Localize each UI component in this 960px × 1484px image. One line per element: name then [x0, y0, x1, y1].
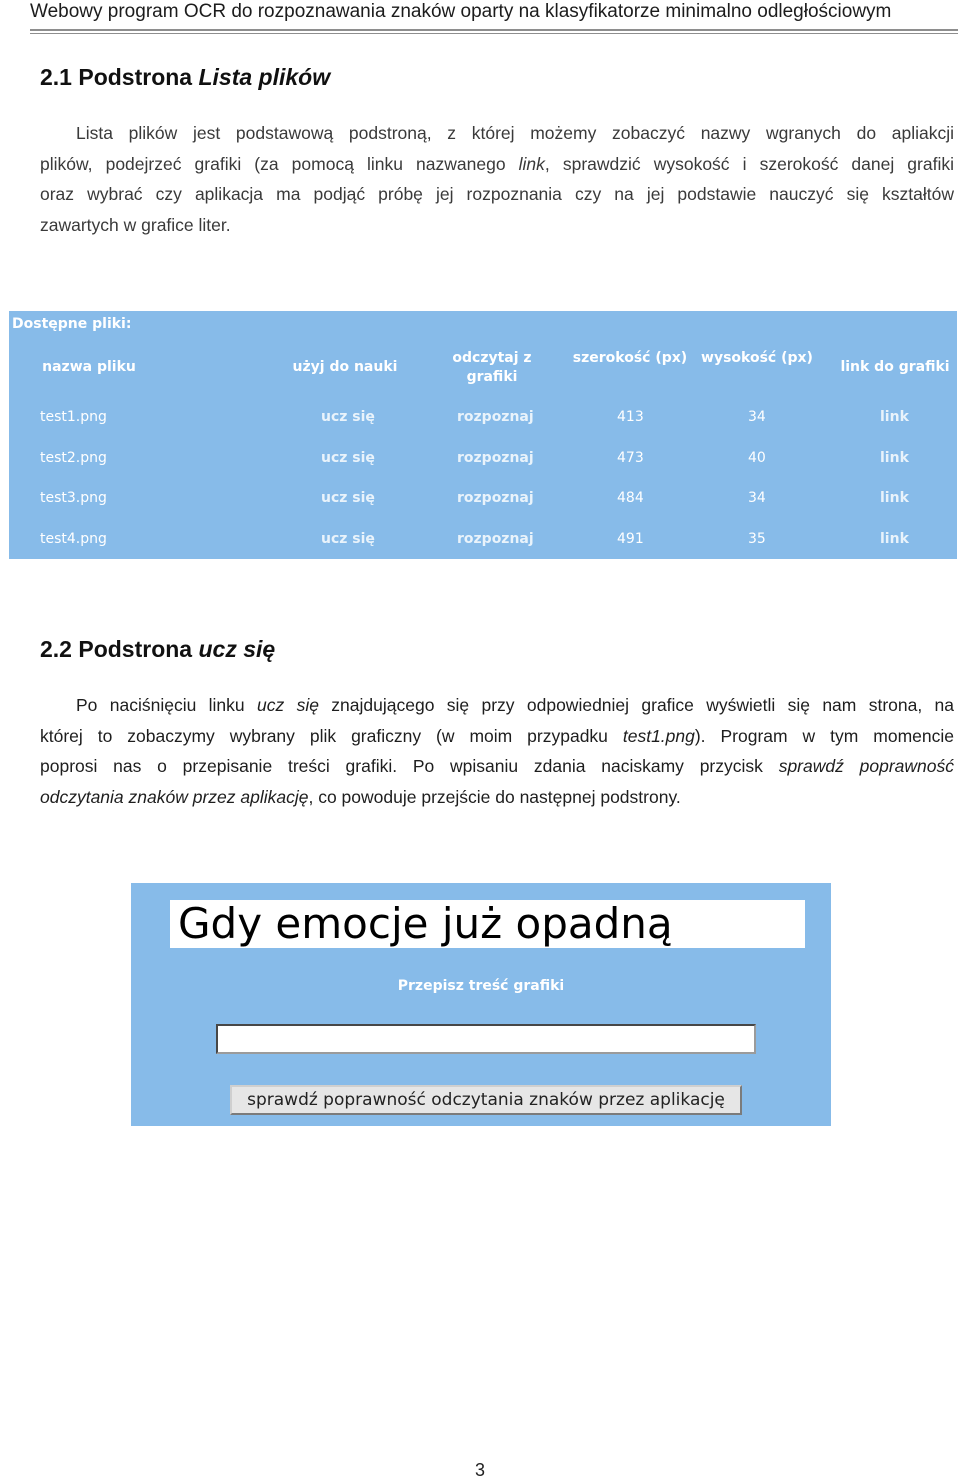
paragraph-line: Lista plików jest podstawową podstroną, z której możemy zobaczyć nazwy wgranych do apliakcji: [76, 123, 954, 143]
learn-link[interactable]: ucz się: [321, 450, 375, 466]
section-heading-2-1: [40, 64, 330, 91]
recognize-link[interactable]: rozpoznaj: [457, 531, 534, 547]
emphasis: sprawdź poprawność: [778, 756, 954, 776]
file-list-title: Dostępne pliki:: [12, 316, 132, 332]
section-number: 2.1 Podstrona: [40, 64, 199, 90]
header-rule: [30, 29, 958, 31]
file-name: test2.png: [40, 450, 107, 466]
paragraph-line: oraz wybrać czy aplikacja ma podjąć próbę jej rozpoznania czy na jej podstawie nauczyć się kształtów: [40, 184, 954, 204]
height-value: 35: [748, 531, 766, 547]
paragraph-line: zawartych w grafice liter.: [40, 214, 231, 235]
learn-link[interactable]: ucz się: [321, 490, 375, 506]
recognize-link[interactable]: rozpoznaj: [457, 450, 534, 466]
image-link[interactable]: link: [880, 531, 909, 547]
column-header: nazwa pliku: [42, 359, 136, 375]
image-link[interactable]: link: [880, 450, 909, 466]
width-value: 473: [617, 450, 644, 466]
answer-input[interactable]: [216, 1024, 756, 1054]
width-value: 484: [617, 490, 644, 506]
column-header: użyj do nauki: [292, 359, 398, 375]
text-image: Gdy emocje już opadną: [170, 900, 805, 948]
emphasis: odczytania znaków przez aplikację: [40, 786, 309, 807]
image-link[interactable]: link: [880, 409, 909, 425]
height-value: 34: [748, 490, 766, 506]
running-header: Webowy program OCR do rozpoznawania znaków oparty na klasyfikatorze minimalno odległościowym: [30, 1, 892, 22]
column-header: szerokość (px): [572, 350, 688, 366]
header-rule-thin: [30, 33, 958, 34]
section-1-paragraph: [40, 118, 954, 240]
paragraph-line: której to zobaczymy wybrany plik graficzny (w moim przypadku test1.png). Program w tym momencie: [40, 725, 954, 746]
section-title: ucz się: [198, 636, 276, 662]
file-name: test4.png: [40, 531, 107, 547]
section-heading-2-2: [40, 636, 275, 663]
emphasis: test1.png: [622, 725, 695, 746]
column-header: odczytaj z grafiki: [452, 350, 532, 385]
image-link[interactable]: link: [880, 490, 909, 506]
file-name: test1.png: [40, 409, 107, 425]
file-name: test3.png: [40, 490, 107, 506]
section-title: Lista plików: [198, 64, 331, 90]
paragraph-line: poprosi nas o przepisanie treści grafiki. Po wpisaniu zdania naciskamy przycisk sprawdź poprawność: [40, 756, 954, 776]
column-header: link do grafiki: [840, 359, 950, 375]
section-number: 2.2 Podstrona: [40, 636, 199, 662]
emphasis: link: [518, 153, 545, 174]
learn-link[interactable]: ucz się: [321, 531, 375, 547]
paragraph-line: Po naciśnięciu linku ucz się znajdującego się przy odpowiedniej grafice wyświetli się nam strona, na: [76, 695, 955, 715]
page-number: 3: [474, 1460, 485, 1480]
emphasis: ucz się: [257, 695, 319, 715]
learn-page-screenshot: [131, 883, 831, 1126]
file-list-screenshot: [9, 311, 957, 559]
recognize-link[interactable]: rozpoznaj: [457, 490, 534, 506]
section-2-paragraph: [40, 690, 954, 812]
width-value: 413: [617, 409, 644, 425]
check-button[interactable]: sprawdź poprawność odczytania znaków przez aplikację: [230, 1085, 742, 1115]
recognize-link[interactable]: rozpoznaj: [457, 409, 534, 425]
column-header: wysokość (px): [701, 350, 813, 366]
rewrite-prompt: Przepisz treść grafiki: [397, 978, 565, 994]
width-value: 491: [617, 531, 644, 547]
height-value: 40: [748, 450, 766, 466]
paragraph-line: plików, podejrzeć grafiki (za pomocą linku nazwanego link, sprawdzić wysokość i szerokość danej grafiki: [40, 153, 954, 174]
learn-link[interactable]: ucz się: [321, 409, 375, 425]
height-value: 34: [748, 409, 766, 425]
paragraph-line: odczytania znaków przez aplikację, co powoduje przejście do następnej podstrony.: [40, 786, 681, 807]
